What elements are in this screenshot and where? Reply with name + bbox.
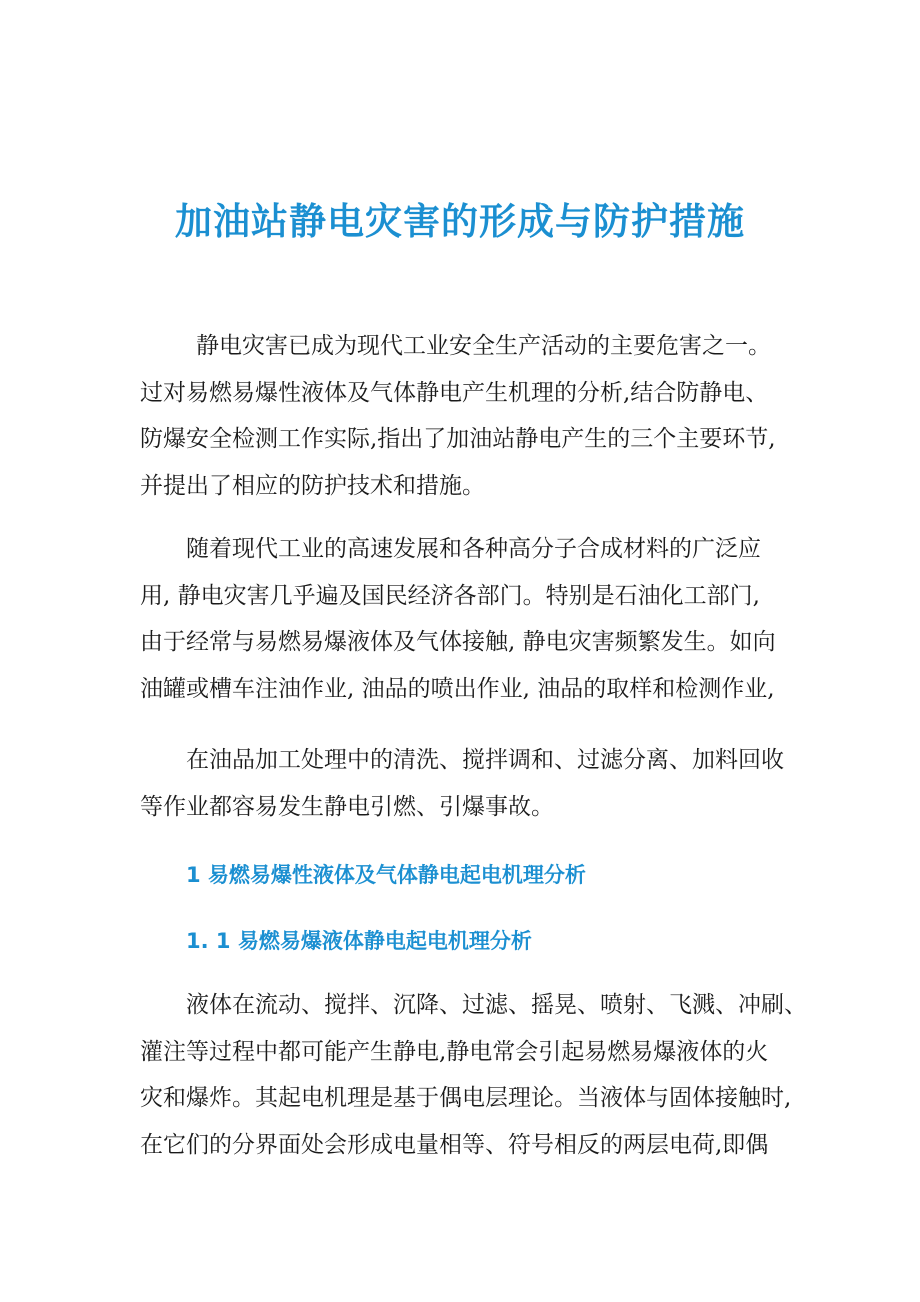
abstract-line: 过对易燃易爆性液体及气体静电产生机理的分析,结合防静电、 xyxy=(140,379,769,406)
intro-line: 随着现代工业的高速发展和各种高分子合成材料的广泛应 xyxy=(186,536,761,562)
section-1-1-line: 灌注等过程中都可能产生静电,静电常会引起易燃易爆液体的火 xyxy=(140,1038,769,1065)
section-1-1-paragraph xyxy=(140,982,807,1168)
section-1-1-line: 在它们的分界面处会形成电量相等、符号相反的两层电荷,即偶 xyxy=(140,1131,769,1158)
abstract-paragraph xyxy=(140,323,785,509)
intro-line: 油罐或槽车注油作业, 油品的喷出作业, 油品的取样和检测作业, xyxy=(140,675,775,702)
abstract-line: 并提出了相应的防护技术和措施。 xyxy=(140,472,485,499)
section-heading-1-1: 1. 1 易燃易爆液体静电起电机理分析 xyxy=(186,929,532,953)
process-line: 等作业都容易发生静电引燃、引爆事故。 xyxy=(140,793,554,820)
intro-paragraph xyxy=(140,526,785,712)
process-line: 在油品加工处理中的清洗、搅拌调和、过滤分离、加料回收 xyxy=(186,747,784,773)
abstract-line: 静电灾害已成为现代工业安全生产活动的主要危害之一。 xyxy=(196,333,771,359)
section-heading-1: 1 易燃易爆性液体及气体静电起电机理分析 xyxy=(186,863,586,887)
document-title: 加油站静电灾害的形成与防护措施 xyxy=(175,200,745,243)
abstract-line: 防爆安全检测工作实际,指出了加油站静电产生的三个主要环节, xyxy=(140,426,776,452)
section-1-1-line: 液体在流动、搅拌、沉降、过滤、摇晃、喷射、飞溅、冲刷、 xyxy=(186,992,807,1018)
intro-line: 用, 静电灾害几乎遍及国民经济各部门。特别是石油化工部门, xyxy=(140,582,760,609)
section-1-1-line: 灾和爆炸。其起电机理是基于偶电层理论。当液体与固体接触时, xyxy=(140,1085,792,1111)
intro-line: 由于经常与易燃易爆液体及气体接触, 静电灾害频繁发生。如向 xyxy=(140,629,776,655)
process-paragraph xyxy=(140,737,785,830)
